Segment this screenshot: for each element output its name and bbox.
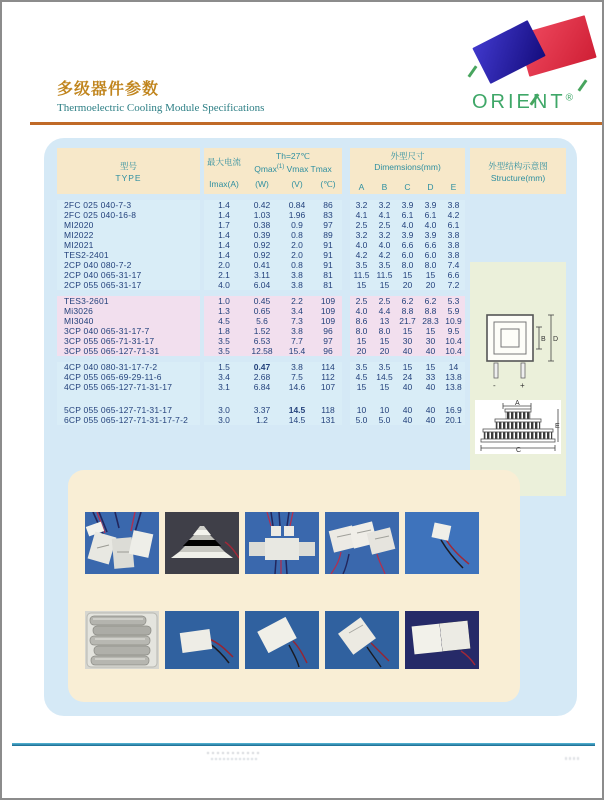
type-cell: 2CP 040 080-7-2: [57, 260, 200, 270]
value-cell: 3.0: [204, 405, 244, 415]
dim-col-a: A: [358, 182, 365, 192]
page-title-block: [57, 76, 264, 114]
value-cell: 2.5: [350, 296, 373, 306]
value-cell: 28.3: [419, 316, 442, 326]
value-cell: 7.4: [442, 260, 465, 270]
product-photo-1: [85, 512, 159, 574]
structure-header-zh: 外型结构示意图: [488, 160, 548, 171]
value-cell: 15: [419, 270, 442, 280]
header-divider: [30, 122, 602, 125]
value-cell: 1.2: [244, 415, 280, 425]
type-cell: [57, 392, 200, 405]
plus-lead-label: +: [520, 381, 525, 390]
type-header-en: TYPE: [115, 172, 142, 183]
value-cell: 86: [314, 200, 342, 210]
value-cell: 30: [419, 336, 442, 346]
dim-col-e: E: [450, 182, 457, 192]
dim-b-label: B: [541, 336, 546, 343]
value-cell: 0.8: [280, 260, 314, 270]
value-cell: 1.4: [204, 230, 244, 240]
value-cell: 4.0: [204, 280, 244, 290]
module-side-view-diagram: [475, 400, 561, 454]
value-cell: 7.3: [280, 316, 314, 326]
type-cell: 3CP 055 065-127-71-31: [57, 346, 200, 356]
dim-col-c: C: [404, 182, 411, 192]
faint-print-artifact: [565, 757, 579, 760]
value-cell: 40: [419, 405, 442, 415]
product-photo-9: [325, 611, 399, 669]
value-cell: 0.92: [244, 250, 280, 260]
product-photo-5: [405, 512, 479, 574]
value-cell: 4.0: [419, 220, 442, 230]
value-cell: 5.0: [373, 415, 396, 425]
value-cell: 13.8: [442, 372, 465, 382]
value-cell: [373, 392, 396, 405]
value-cell: 10: [373, 405, 396, 415]
dim-a-label: A: [515, 400, 520, 407]
value-cell: 1.4: [204, 210, 244, 220]
product-photo-6: [85, 611, 159, 669]
value-cell: 14.6: [280, 382, 314, 392]
dims-header-en: Dimemsions(mm): [374, 162, 441, 172]
value-cell: 40: [419, 382, 442, 392]
value-cell: 4.2: [442, 210, 465, 220]
value-cell: 3.1: [204, 382, 244, 392]
table-row: [57, 210, 566, 220]
type-cell: 2FC 025 040-7-3: [57, 200, 200, 210]
value-cell: 3.8: [442, 230, 465, 240]
value-cell: 14.5: [280, 405, 314, 415]
value-cell: 4.0: [350, 306, 373, 316]
table-body: [57, 200, 566, 454]
logo-text: ORIENT®: [472, 91, 573, 113]
value-cell: 89: [314, 230, 342, 240]
value-cell: 40: [419, 346, 442, 356]
value-cell: 1.4: [204, 240, 244, 250]
value-cell: 3.9: [396, 230, 419, 240]
value-cell: 15: [419, 362, 442, 372]
col-header-dimensions: [350, 148, 465, 194]
value-cell: 3.0: [204, 415, 244, 425]
value-cell: 8.0: [419, 260, 442, 270]
value-cell: 0.45: [244, 296, 280, 306]
table-row: [57, 240, 566, 250]
type-cell: 2CP 055 065-31-17: [57, 280, 200, 290]
value-cell: 3.4: [204, 372, 244, 382]
value-cell: 15: [419, 326, 442, 336]
value-cell: 8.6: [350, 316, 373, 326]
value-cell: 3.9: [419, 230, 442, 240]
dims-columns: [350, 178, 465, 196]
value-cell: 6.2: [396, 296, 419, 306]
module-top-view-diagram: [475, 310, 561, 392]
value-cell: 30: [396, 336, 419, 346]
value-cell: 5.9: [442, 306, 465, 316]
value-cell: 1.96: [280, 210, 314, 220]
dim-col-b: B: [381, 182, 388, 192]
value-cell: 6.6: [419, 240, 442, 250]
value-cell: 3.4: [280, 306, 314, 316]
value-cell: 8.0: [396, 260, 419, 270]
dim-d-label: D: [553, 336, 559, 343]
value-cell: 4.0: [373, 240, 396, 250]
value-cell: 3.8: [442, 200, 465, 210]
value-cell: [396, 392, 419, 405]
value-cell: 0.9: [280, 220, 314, 230]
value-cell: [204, 392, 244, 405]
value-cell: 97: [314, 220, 342, 230]
value-cell: 1.4: [204, 200, 244, 210]
value-cell: 91: [314, 240, 342, 250]
value-cell: 3.8: [442, 240, 465, 250]
value-cell: 1.4: [204, 250, 244, 260]
value-cell: 3.2: [373, 200, 396, 210]
value-cell: 3.2: [350, 230, 373, 240]
content-panel: [44, 138, 577, 716]
value-cell: 6.0: [396, 250, 419, 260]
table-row: [57, 200, 566, 210]
value-cell: 3.37: [244, 405, 280, 415]
type-cell: 3CP 040 065-31-17-7: [57, 326, 200, 336]
logo-pole-icon: [468, 65, 478, 77]
value-cell: 4.5: [350, 372, 373, 382]
volt-unit: (V): [291, 179, 303, 189]
value-cell: 4.2: [350, 250, 373, 260]
value-cell: 4.2: [373, 250, 396, 260]
value-cell: 3.8: [280, 280, 314, 290]
value-cell: 6.1: [442, 220, 465, 230]
value-cell: 107: [314, 382, 342, 392]
value-cell: 6.6: [442, 270, 465, 280]
value-cell: 2.1: [204, 270, 244, 280]
type-cell: 2CP 040 065-31-17: [57, 270, 200, 280]
value-cell: 15: [373, 382, 396, 392]
value-cell: 4.1: [350, 210, 373, 220]
value-cell: 96: [314, 346, 342, 356]
value-cell: 10: [350, 405, 373, 415]
value-cell: 40: [396, 405, 419, 415]
value-cell: 15: [396, 362, 419, 372]
value-cell: 14.5: [280, 415, 314, 425]
value-cell: 11.5: [350, 270, 373, 280]
type-cell: MI3040: [57, 316, 200, 326]
page-subtitle: Thermoelectric Cooling Module Specifications: [57, 102, 265, 114]
value-cell: 3.5: [204, 336, 244, 346]
celsius-unit: (℃): [320, 178, 336, 189]
value-cell: 10.9: [442, 316, 465, 326]
value-cell: 83: [314, 210, 342, 220]
units-row: [204, 175, 342, 193]
value-cell: 4.1: [373, 210, 396, 220]
value-cell: 40: [419, 415, 442, 425]
dim-col-d: D: [427, 182, 434, 192]
value-cell: 12.58: [244, 346, 280, 356]
th-cond: Th=27℃: [276, 151, 310, 161]
value-cell: 2.2: [280, 296, 314, 306]
value-cell: 10.4: [442, 336, 465, 346]
value-cell: 5.6: [244, 316, 280, 326]
col-header-type: [57, 148, 200, 194]
value-cell: 2.5: [373, 220, 396, 230]
value-cell: 6.04: [244, 280, 280, 290]
value-cell: 1.8: [204, 326, 244, 336]
value-cell: 20: [373, 346, 396, 356]
value-cell: 4.4: [373, 306, 396, 316]
vmax-tmax-label: Vmax Tmax: [284, 163, 332, 174]
value-cell: 20: [350, 346, 373, 356]
type-cell: MI2021: [57, 240, 200, 250]
value-cell: 2.5: [373, 296, 396, 306]
value-cell: 2.5: [350, 220, 373, 230]
value-cell: 7.7: [280, 336, 314, 346]
type-header-zh: 型号: [119, 160, 137, 171]
value-cell: 3.5: [204, 346, 244, 356]
product-photo-panel: [68, 470, 520, 702]
value-cell: 4.0: [350, 240, 373, 250]
dims-header: [350, 148, 465, 178]
value-cell: 8.0: [350, 326, 373, 336]
value-cell: 16.9: [442, 405, 465, 415]
value-cell: 0.47: [244, 362, 280, 372]
value-cell: 33: [419, 372, 442, 382]
value-cell: 3.9: [396, 200, 419, 210]
value-cell: 0.38: [244, 220, 280, 230]
product-photo-4: [325, 512, 399, 574]
value-cell: 4.5: [204, 316, 244, 326]
value-cell: [280, 392, 314, 405]
col-header-params: [204, 148, 342, 194]
value-cell: 112: [314, 372, 342, 382]
value-cell: 40: [396, 382, 419, 392]
qmax-footnote: (1): [276, 164, 285, 170]
type-cell: TES2-2401: [57, 250, 200, 260]
value-cell: 3.9: [419, 200, 442, 210]
value-cell: 6.84: [244, 382, 280, 392]
value-cell: [314, 392, 342, 405]
registered-mark: ®: [565, 92, 573, 104]
type-cell: MI2020: [57, 220, 200, 230]
product-photo-8: [245, 611, 319, 669]
value-cell: 5.0: [350, 415, 373, 425]
orient-logo: [466, 8, 594, 118]
value-cell: 3.5: [350, 260, 373, 270]
value-cell: 2.0: [280, 240, 314, 250]
value-cell: 3.5: [350, 362, 373, 372]
type-cell: 5CP 055 065-127-71-31-17: [57, 405, 200, 415]
type-cell: 4CP 055 065-69-29-11-6: [57, 372, 200, 382]
type-cell: MI2022: [57, 230, 200, 240]
value-cell: 114: [314, 362, 342, 372]
value-cell: 20: [396, 280, 419, 290]
value-cell: 1.03: [244, 210, 280, 220]
value-cell: 20.1: [442, 415, 465, 425]
value-cell: 24: [396, 372, 419, 382]
table-row: [57, 230, 566, 240]
value-cell: 3.2: [350, 200, 373, 210]
value-cell: 13: [373, 316, 396, 326]
value-cell: 0.8: [280, 230, 314, 240]
minus-lead-label: -: [493, 381, 496, 390]
value-cell: 1.52: [244, 326, 280, 336]
value-cell: 3.5: [373, 362, 396, 372]
value-cell: 6.1: [419, 210, 442, 220]
value-cell: 3.8: [280, 326, 314, 336]
value-cell: 0.41: [244, 260, 280, 270]
value-cell: 40: [396, 346, 419, 356]
structure-diagram-column: [470, 262, 566, 496]
value-cell: 2.68: [244, 372, 280, 382]
value-cell: 1.5: [204, 362, 244, 372]
spec-table: [57, 148, 566, 454]
value-cell: [350, 392, 373, 405]
value-cell: [244, 392, 280, 405]
logo-pole-icon: [578, 79, 588, 91]
value-cell: 10.4: [442, 346, 465, 356]
value-cell: 6.53: [244, 336, 280, 346]
value-cell: 2.0: [280, 250, 314, 260]
value-cell: 2.0: [204, 260, 244, 270]
type-cell: 4CP 040 080-31-17-7-2: [57, 362, 200, 372]
value-cell: 6.0: [419, 250, 442, 260]
value-cell: 97: [314, 336, 342, 346]
value-cell: 6.6: [396, 240, 419, 250]
value-cell: 8.8: [396, 306, 419, 316]
table-row: [57, 250, 566, 260]
value-cell: [442, 392, 465, 405]
value-cell: 1.0: [204, 296, 244, 306]
value-cell: 15: [350, 280, 373, 290]
type-cell: TES3-2601: [57, 296, 200, 306]
value-cell: 14.5: [373, 372, 396, 382]
value-cell: 131: [314, 415, 342, 425]
type-cell: 2FC 025 040-16-8: [57, 210, 200, 220]
photo-row-2: [85, 611, 479, 669]
value-cell: 96: [314, 326, 342, 336]
dim-c-label: C: [516, 447, 522, 454]
qmax-label: Qmax: [254, 163, 277, 174]
value-cell: 15: [396, 270, 419, 280]
value-cell: 0.84: [280, 200, 314, 210]
value-cell: 91: [314, 250, 342, 260]
product-photo-3: [245, 512, 319, 574]
value-cell: 1.3: [204, 306, 244, 316]
type-cell: 6CP 055 065-127-71-31-17-7-2: [57, 415, 200, 425]
value-cell: 15: [350, 382, 373, 392]
type-cell: 3CP 055 065-71-31-17: [57, 336, 200, 346]
value-cell: 13.8: [442, 382, 465, 392]
value-cell: 0.92: [244, 240, 280, 250]
table-header: [57, 148, 566, 194]
value-cell: 4.0: [396, 220, 419, 230]
value-cell: 0.42: [244, 200, 280, 210]
value-cell: 3.8: [280, 362, 314, 372]
value-cell: 1.7: [204, 220, 244, 230]
value-cell: 15.4: [280, 346, 314, 356]
imax-header-zh: 最大电流: [206, 156, 241, 167]
value-cell: 81: [314, 280, 342, 290]
col-header-structure: [470, 148, 566, 194]
value-cell: 91: [314, 260, 342, 270]
value-cell: 40: [396, 415, 419, 425]
value-cell: 20: [419, 280, 442, 290]
dims-header-zh: 外型尺寸: [390, 151, 425, 161]
th-condition-header: [244, 148, 342, 175]
value-cell: 8.8: [419, 306, 442, 316]
value-cell: 6.2: [419, 296, 442, 306]
value-cell: 3.8: [280, 270, 314, 280]
value-cell: 118: [314, 405, 342, 415]
value-cell: 7.2: [442, 280, 465, 290]
value-cell: 109: [314, 306, 342, 316]
value-cell: 109: [314, 316, 342, 326]
table-row: [57, 220, 566, 230]
imax-unit: Imax(A): [209, 179, 239, 189]
value-cell: 5.3: [442, 296, 465, 306]
faint-print-artifact: [207, 750, 259, 764]
value-cell: 15: [396, 326, 419, 336]
footer-divider: [12, 743, 595, 746]
value-cell: 15: [373, 336, 396, 346]
structure-header-en: Structure(mm): [490, 172, 546, 183]
value-cell: 109: [314, 296, 342, 306]
type-cell: Mi3026: [57, 306, 200, 316]
dim-e-label: E: [555, 423, 560, 430]
page-title: 多级器件参数: [57, 81, 160, 98]
value-cell: 15: [350, 336, 373, 346]
value-cell: 8.0: [373, 326, 396, 336]
value-cell: 11.5: [373, 270, 396, 280]
value-cell: 15: [373, 280, 396, 290]
value-cell: 9.5: [442, 326, 465, 336]
photo-row-1: [85, 512, 479, 574]
value-cell: 7.5: [280, 372, 314, 382]
product-photo-2: [165, 512, 239, 574]
value-cell: 3.11: [244, 270, 280, 280]
value-cell: 3.5: [373, 260, 396, 270]
value-cell: 3.2: [373, 230, 396, 240]
watt-unit: (W): [255, 179, 269, 189]
product-photo-7: [165, 611, 239, 669]
value-cell: 0.65: [244, 306, 280, 316]
value-cell: 14: [442, 362, 465, 372]
type-cell: 4CP 055 065-127-71-31-17: [57, 382, 200, 392]
value-cell: [419, 392, 442, 405]
value-cell: 6.1: [396, 210, 419, 220]
product-photo-10: [405, 611, 479, 669]
value-cell: 3.8: [442, 250, 465, 260]
value-cell: 81: [314, 270, 342, 280]
value-cell: 21.7: [396, 316, 419, 326]
value-cell: 0.39: [244, 230, 280, 240]
